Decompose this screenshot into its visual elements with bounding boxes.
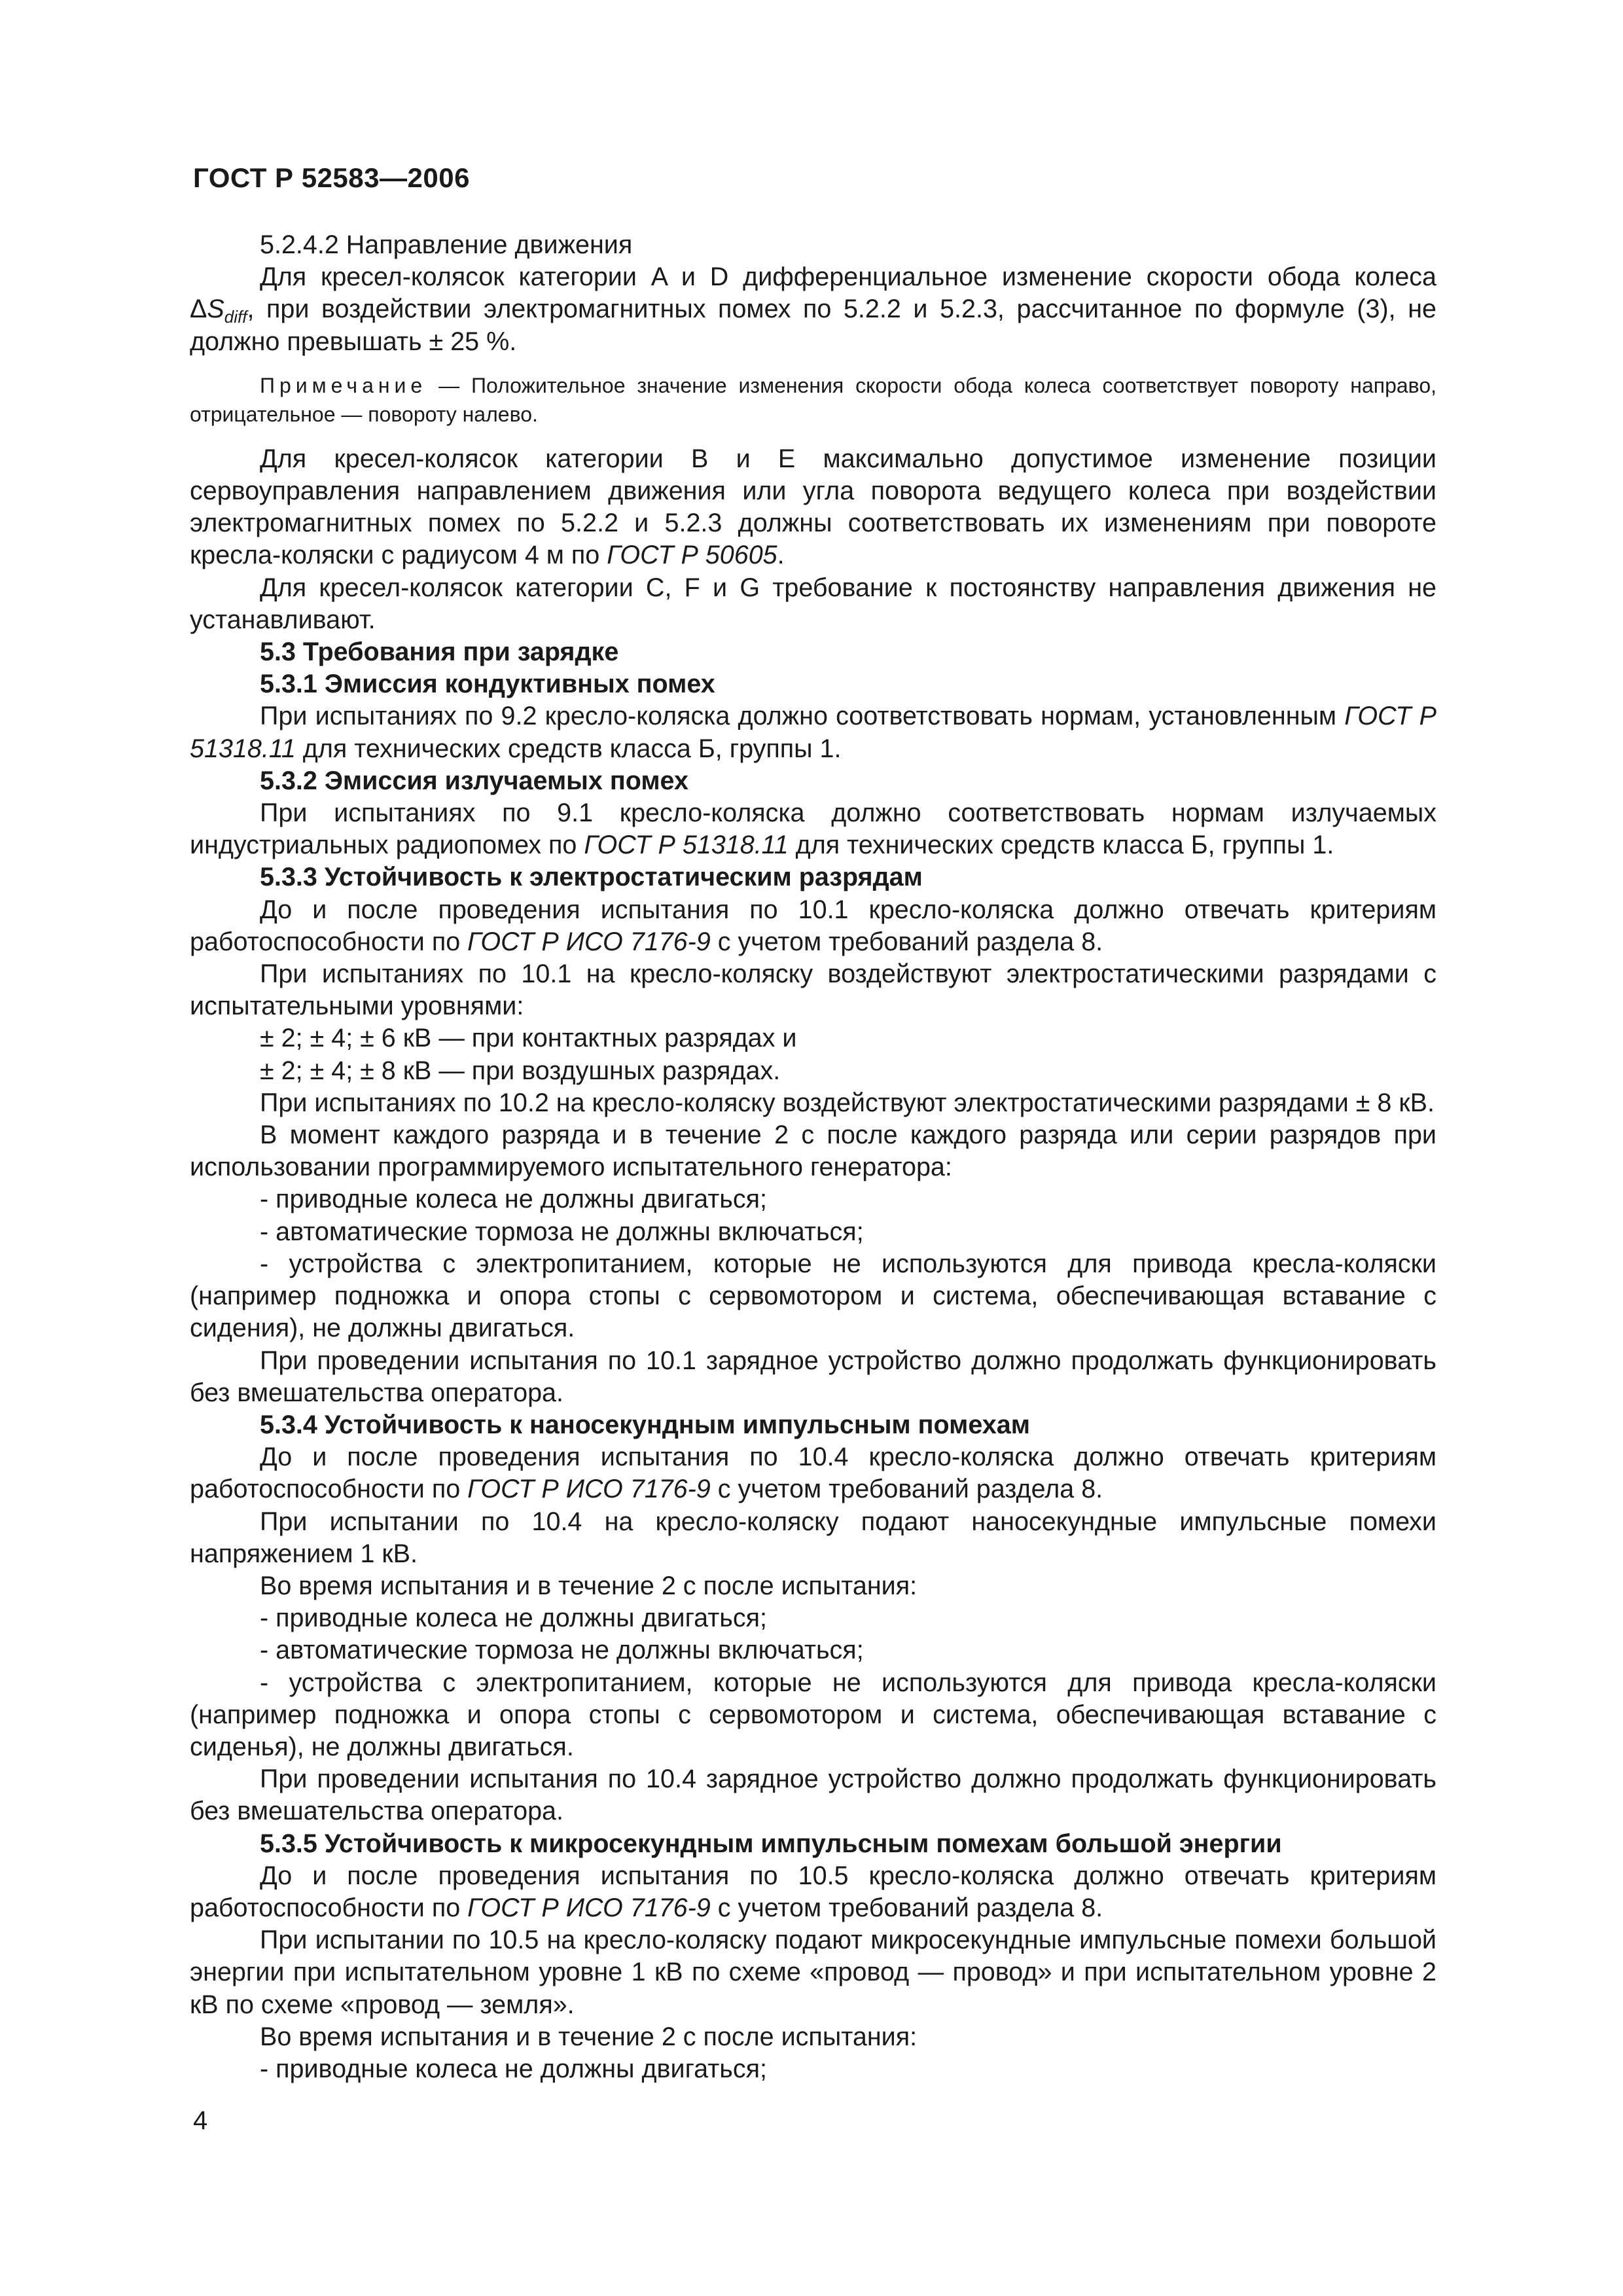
standard-reference: ГОСТ Р 51318.11 — [584, 831, 789, 860]
paragraph: Во время испытания и в течение 2 с после испытания: — [260, 2022, 918, 2051]
page-number: 4 — [193, 2106, 208, 2135]
list-item: - устройства с электропитанием, которые не используются для привода кресла-коляски (например подножка и опора стопы с сервомотором и система, обеспечивающая вставание с сиденья), не должны двигаться. — [190, 1668, 1436, 1761]
list-item: - автоматические тормоза не должны включаться; — [260, 1217, 864, 1246]
list-item: - автоматические тормоза не должны включаться; — [260, 1636, 864, 1665]
list-item: - приводные колеса не должны двигаться; — [260, 1604, 767, 1633]
list-item: ± 2; ± 4; ± 8 кВ — при воздушных разрядах. — [260, 1056, 781, 1085]
paragraph: При испытании по 10.5 на кресло-коляску подают микросекундные импульсные помехи большой энергии при испытательном уровне 1 кВ по схеме «провод — провод» и при испытательном уровне 2 кВ по схеме «провод — земля». — [190, 1926, 1436, 2019]
paragraph: Для кресел-колясок категории B и E максимально допустимое изменение позиции сервоуправления направлением движения или угла поворота ведущего колеса при воздействии электромагнитных помех по 5.2.2 и 5.2.3 должны соответствовать их изменениям при повороте кресла-коляски с радиусом 4 м по ГОСТ Р 50605. — [190, 444, 1436, 570]
subsection-title-5-3-4: 5.3.4 Устойчивость к наносекундным импульсным помехам — [260, 1410, 1030, 1439]
subsection-title-5-3-5: 5.3.5 Устойчивость к микросекундным импульсным помехам большой энергии — [260, 1829, 1282, 1858]
subsection-title-5-2-4-2: 5.2.4.2 Направление движения — [260, 230, 633, 259]
paragraph: До и после проведения испытания по 10.4 кресло-коляска должно отвечать критериям работоспособности по ГОСТ Р ИСО 7176-9 с учетом требований раздела 8. — [190, 1443, 1436, 1504]
paragraph: Во время испытания и в течение 2 с после испытания: — [260, 1571, 918, 1600]
note: Примечание — Положительное значение изменения скорости обода колеса соответствует повороту направо, отрицательное — повороту налево. — [190, 373, 1436, 426]
standard-reference: ГОСТ Р ИСО 7176-9 — [467, 1893, 711, 1922]
paragraph: При испытаниях по 9.2 кресло-коляска должно соответствовать нормам, установленным ГОСТ Р 51318.11 для технических средств класса Б, группы 1. — [190, 702, 1437, 763]
list-item: - приводные колеса не должны двигаться; — [260, 1185, 767, 1214]
paragraph: При испытаниях по 10.2 на кресло-коляску воздействуют электростатическими разрядами ± 8 кВ. — [260, 1088, 1435, 1117]
subsection-title-5-3-1: 5.3.1 Эмиссия кондуктивных помех — [260, 670, 715, 699]
section-title-5-3: 5.3 Требования при зарядке — [260, 637, 619, 667]
document-header: ГОСТ Р 52583—2006 — [193, 162, 470, 193]
paragraph: Для кресел-колясок категории C, F и G требование к постоянству направления движения не устанавливают. — [190, 573, 1436, 634]
paragraph: До и после проведения испытания по 10.1 кресло-коляска должно отвечать критериям работоспособности по ГОСТ Р ИСО 7176-9 с учетом требований раздела 8. — [190, 895, 1436, 956]
paragraph: При проведении испытания по 10.1 зарядное устройство должно продолжать функционировать без вмешательства оператора. — [190, 1346, 1436, 1407]
list-item: - приводные колеса не должны двигаться; — [260, 2054, 767, 2083]
paragraph: При проведении испытания по 10.4 зарядное устройство должно продолжать функционировать без вмешательства оператора. — [190, 1765, 1436, 1826]
standard-reference: ГОСТ Р 50605 — [607, 541, 777, 570]
standard-reference: ГОСТ Р ИСО 7176-9 — [467, 1475, 711, 1504]
document-body — [190, 229, 1436, 2085]
paragraph: При испытаниях по 10.1 на кресло-коляску воздействуют электростатическими разрядами с испытательными уровнями: — [190, 960, 1436, 1021]
note-label: Примечание — [260, 373, 427, 397]
subsection-title-5-3-3: 5.3.3 Устойчивость к электростатическим разрядам — [260, 863, 923, 892]
subsection-title-5-3-2: 5.3.2 Эмиссия излучаемых помех — [260, 766, 688, 795]
paragraph: До и после проведения испытания по 10.5 кресло-коляска должно отвечать критериям работоспособности по ГОСТ Р ИСО 7176-9 с учетом требований раздела 8. — [190, 1861, 1436, 1922]
paragraph: При испытании по 10.4 на кресло-коляску подают наносекундные импульсные помехи напряжением 1 кВ. — [190, 1507, 1436, 1568]
list-item: ± 2; ± 4; ± 6 кВ — при контактных разрядах и — [260, 1024, 797, 1053]
list-item: - устройства с электропитанием, которые не используются для привода кресла-коляски (например подножка и опора стопы с сервомотором и система, обеспечивающая вставание с сидения), не должны двигаться. — [190, 1249, 1436, 1343]
paragraph: При испытаниях по 9.1 кресло-коляска должно соответствовать нормам излучаемых индустриальных радиопомех по ГОСТ Р 51318.11 для технических средств класса Б, группы 1. — [190, 798, 1436, 860]
paragraph: Для кресел-колясок категории A и D дифференциальное изменение скорости обода колеса $\Delta S_{diff}$, при воздействии электромагнитных помех по 5.2.2 и 5.2.3, рассчитанное по формуле (3), не должно превышать ± 25 %. — [190, 262, 1436, 356]
standard-reference: ГОСТ Р ИСО 7176-9 — [467, 927, 711, 956]
paragraph: В момент каждого разряда и в течение 2 с после каждого разряда или серии разрядов при использовании программируемого испытательного генератора: — [190, 1121, 1436, 1182]
standard-reference: ГОСТ Р 51318.11 — [190, 702, 1437, 763]
